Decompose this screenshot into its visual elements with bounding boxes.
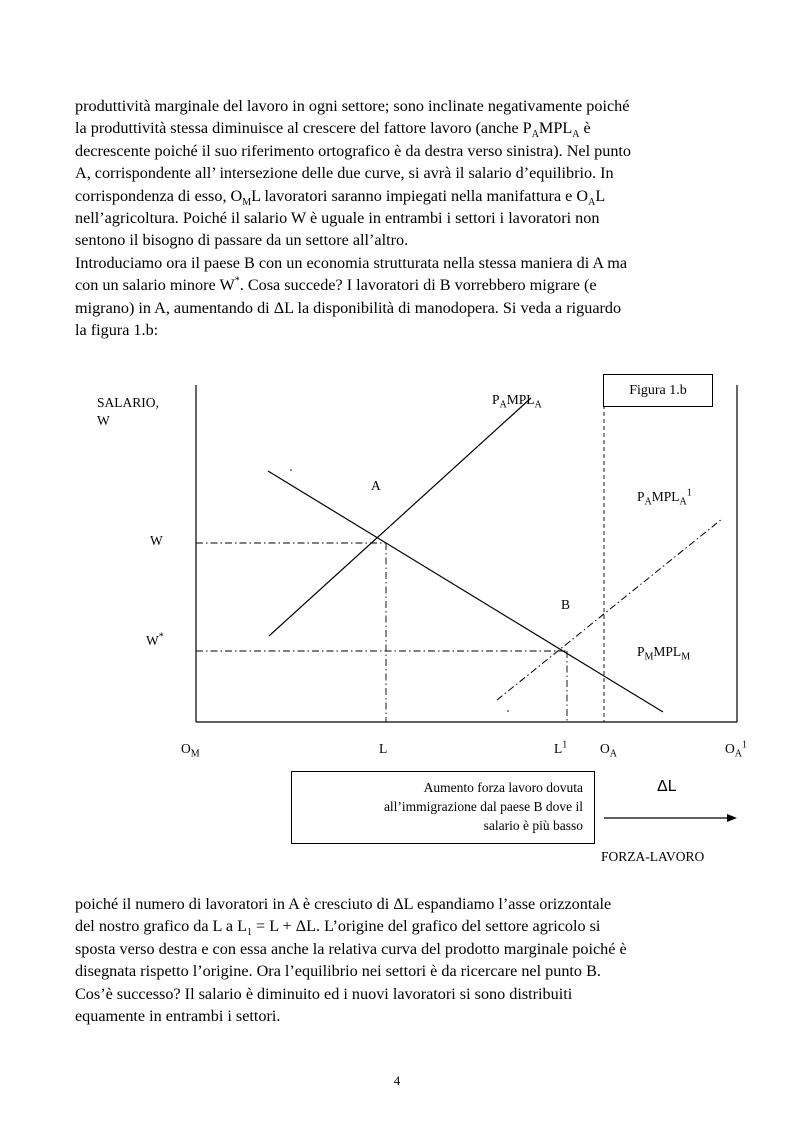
intro-line: decrescente poiché il suo riferimento ortografico è da destra verso sinistra). Nel punto — [75, 141, 632, 160]
intro-line: con un salario minore W*. Cosa succede? I lavoratori di B vorrebbero migrare (e — [75, 275, 597, 295]
y-axis-label: W — [97, 413, 110, 428]
curve-pampla — [269, 398, 531, 636]
note-line: Aumento forza lavoro dovuta — [423, 780, 583, 795]
closing-line: sposta verso destra e con essa anche la relativa curva del prodotto marginale poiché è — [75, 939, 627, 958]
curve-pampla1 — [497, 519, 722, 700]
closing-line: Cos’è successo? Il salario è diminuito ed i nuovi lavoratori si sono distribuiti — [75, 984, 573, 1003]
note-line: all’immigrazione dal paese B dove il — [383, 799, 583, 814]
delta-l-label: ΔL — [657, 778, 677, 795]
intro-line: produttività marginale del lavoro in ogni settore; sono inclinate negativamente poiché — [75, 97, 630, 115]
wstar-label: W* — [146, 631, 164, 648]
point-b-label: B — [561, 597, 571, 612]
intro-line: la figura 1.b: — [75, 321, 159, 340]
closing-line: del nostro grafico da L a $L_1 = L + \Delta L$. L’origine del grafico del settore agricolo si — [75, 917, 601, 939]
note-line: salario è più basso — [483, 818, 583, 833]
intro-line: nell’agricoltura. Poiché il salario W è uguale in entrambi i settori i lavoratori non — [75, 209, 600, 228]
closing-line: equamente in entrambi i settori. — [75, 1007, 281, 1026]
closing-paragraph — [75, 893, 735, 1027]
x-label-oa: $O_A$ — [600, 741, 617, 760]
point-a-label: A — [371, 478, 381, 493]
closing-line: disegnata rispetto l’origine. Ora l’equilibrio nei settori è da ricercare nel punto B. — [75, 962, 601, 981]
stray-dot — [507, 710, 509, 712]
curve-label-pampla1: $P_AMPL_A^1$ — [637, 487, 692, 508]
x-label-l: L — [379, 741, 388, 756]
delta-l-arrowhead — [727, 814, 737, 822]
x-axis-label: FORZA-LAVORO — [601, 849, 705, 864]
x-label-oa1: $O_A^1$ — [725, 739, 747, 760]
intro-line: Introduciamo ora il paese B con un economia strutturata nella stessa maniera di A ma — [75, 253, 628, 272]
curve-label-pmmplm: $P_MMPL_M$ — [637, 644, 691, 663]
curve-pmmplm — [268, 471, 663, 712]
page-number: 4 — [393, 1073, 401, 1088]
figure-caption-box — [603, 374, 713, 407]
figure-caption: Figura 1.b — [629, 383, 687, 398]
intro-line: A, corrispondente all’ intersezione delle due curve, si avrà il salario d’equilibrio. In — [75, 164, 614, 183]
w-label: W — [150, 533, 163, 548]
intro-line: corrispondenza di esso, $O_ML$ lavoratori saranno impiegati nella manifattura e $O_AL$ — [75, 186, 606, 208]
immigration-note-box — [291, 771, 595, 844]
y-axis-label: SALARIO, — [97, 395, 159, 410]
x-label-l1: $L^1$ — [554, 739, 568, 756]
x-label-om: $O_M$ — [181, 741, 200, 760]
intro-line: migrano) in A, aumentando di ΔL la disponibilità di manodopera. Si veda a riguardo — [75, 298, 622, 317]
curve-label-pampla: $P_AMPL_A$ — [492, 392, 542, 411]
intro-line: sentono il bisogno di passare da un settore all’altro. — [75, 231, 409, 250]
stray-dot — [290, 469, 292, 471]
closing-line: poiché il numero di lavoratori in A è cresciuto di ΔL espandiamo l’asse orizzontale — [75, 895, 612, 913]
intro-line: la produttività stessa diminuisce al crescere del fattore lavoro (anche $P_AMPL_A$ è — [75, 119, 591, 141]
